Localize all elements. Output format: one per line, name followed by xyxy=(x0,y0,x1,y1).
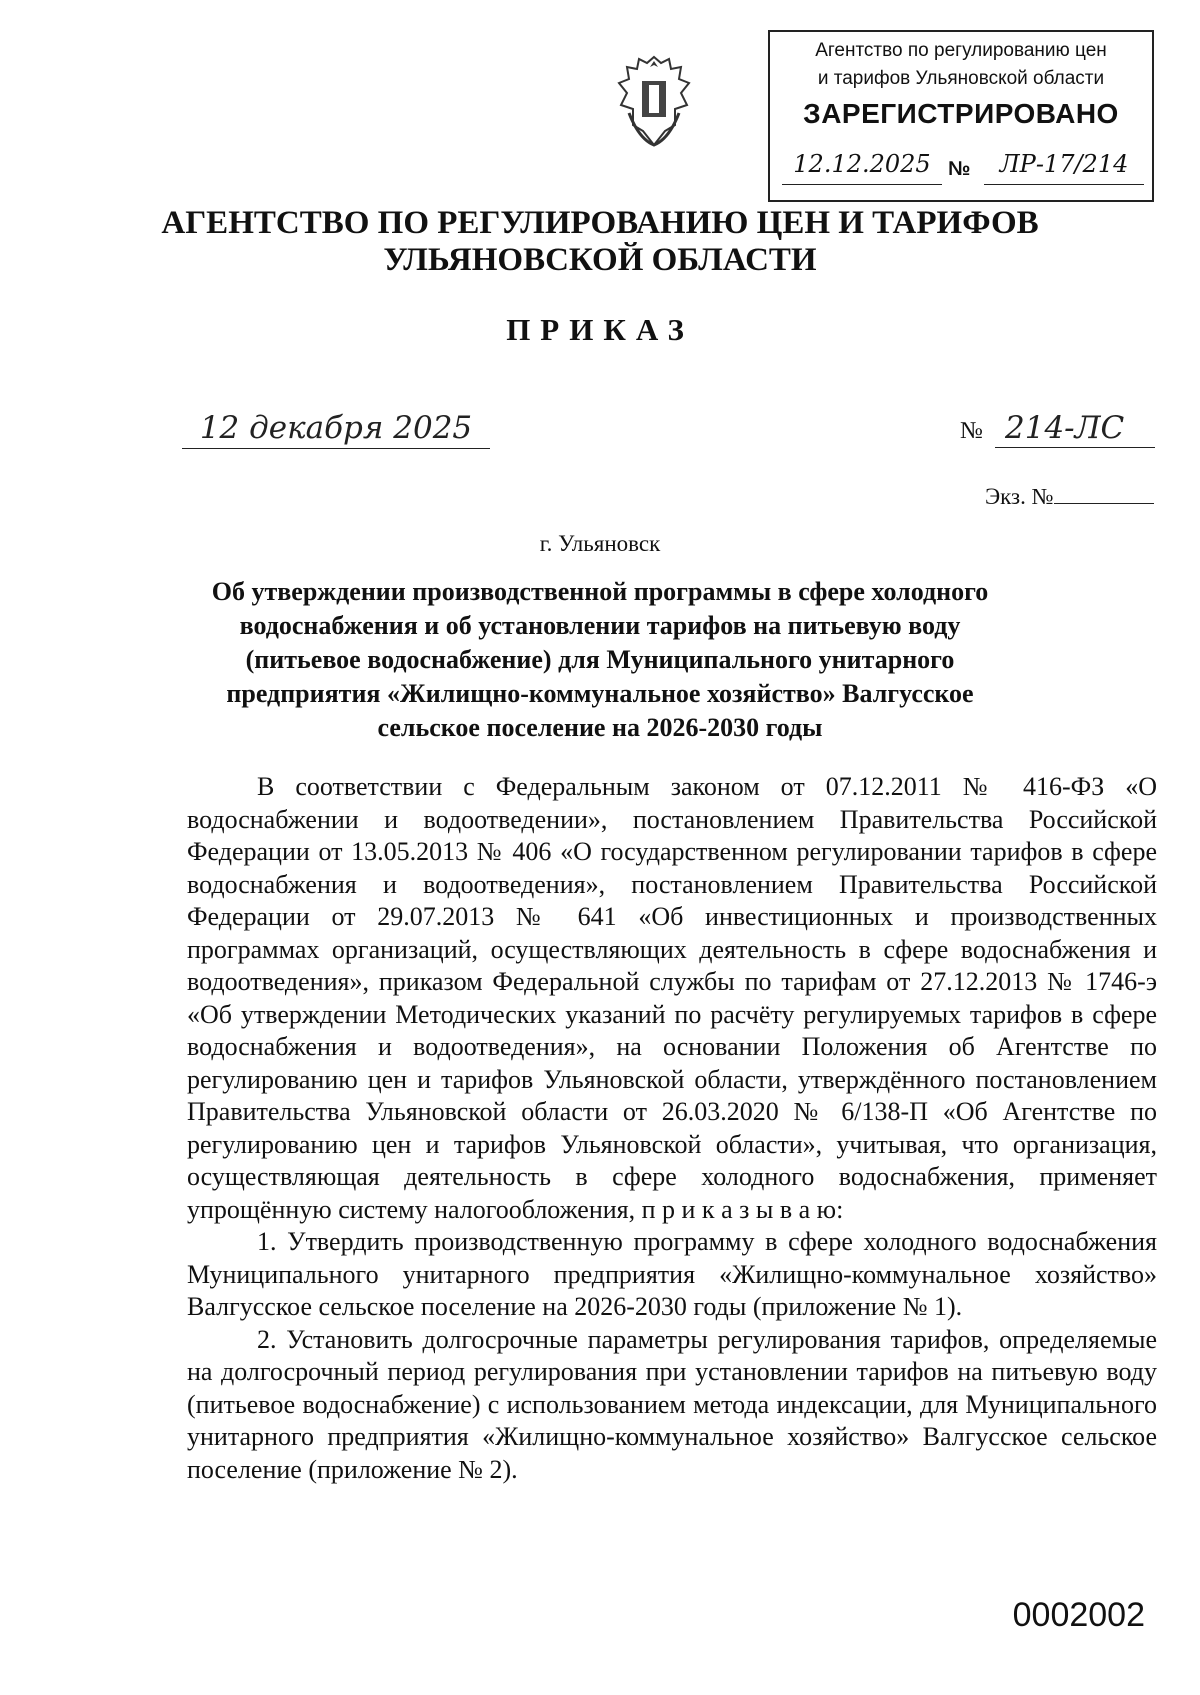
copy-number xyxy=(985,483,1154,510)
order-number-label: № xyxy=(960,418,983,444)
stamp-registration-number: ЛР-17/214 xyxy=(984,150,1144,185)
order-date: 12 декабря 2025 xyxy=(182,410,490,449)
agency-title-line-2: УЛЬЯНОВСКОЙ ОБЛАСТИ xyxy=(383,242,817,278)
stamp-line-2: и тарифов Ульяновской области xyxy=(817,68,1105,89)
stamp-status: ЗАРЕГИСТРИРОВАНО xyxy=(803,98,1119,129)
city: г. Ульяновск xyxy=(539,531,661,556)
document-type: ПРИКАЗ xyxy=(506,312,694,347)
paragraph-preamble: В соответствии с Федеральным законом от 07.12.2011 № 416-ФЗ «О водоснабжении и водоотведении», постановлением Правительства Российской Федерации от 13.05.2013 № 406 «О государственном регулировании тарифов в сфере водоснабжения и водоотведения», постановлением Правительства Российской Федерации от 29.07.2013 № 641 «Об инвестиционных и производственных программах организаций, осуществляющих деятельность в сфере водоснабжения и водоотведения», приказом Федеральной службы по тарифам от 27.12.2013 № 1746-э «Об утверждении Методических указаний по расчёту регулируемых тарифов в сфере водоснабжения и водоотведения», на основании Положения об Агентстве по регулированию цен и тарифов Ульяновской области, утверждённого постановлением Правительства Ульяновской области от 26.03.2020 № 6/138-П «Об Агентстве по регулированию цен и тарифов Ульяновской области», учитывая, что организация, осуществляющая деятельность в сфере холодного водоснабжения, применяет упрощённую систему налогообложения, п р и к а з ы в а ю: xyxy=(187,772,1157,1224)
stamp-registration-date: 12.12.2025 xyxy=(782,150,942,185)
stamp-line-1: Агентство по регулированию цен xyxy=(815,40,1107,61)
registration-stamp xyxy=(768,30,1154,202)
coat-of-arms-icon xyxy=(609,53,699,153)
paragraph-item-2: 2. Установить долгосрочные параметры регулирования тарифов, определяемые на долгосрочный период регулирования при установлении тарифов на питьевую воду (питьевое водоснабжение) с использованием метода индексации, для Муниципального унитарного предприятия «Жилищно-коммунальное хозяйство» Валгусское сельское поселение (приложение № 2). xyxy=(187,1324,1157,1484)
paragraph-item-1: 1. Утвердить производственную программу в сфере холодного водоснабжения Муниципального унитарного предприятия «Жилищно-коммунальное хозяйство» Валгусское сельское поселение на 2026-2030 годы (приложение № 1). xyxy=(187,1227,1157,1321)
stamp-number-label: № xyxy=(948,158,971,180)
agency-title-line-1: АГЕНТСТВО ПО РЕГУЛИРОВАНИЮ ЦЕН И ТАРИФОВ xyxy=(161,205,1039,241)
document-body xyxy=(187,771,1157,1486)
order-number: 214-ЛС xyxy=(995,410,1155,448)
copy-number-label: Экз. № xyxy=(985,484,1054,509)
document-title: Об утверждении производственной программы в сфере холодного водоснабжения и об установлении тарифов на питьевую воду (питьевое водоснабжение) для Муниципального унитарного предприятия «Жилищно-коммунальное хозяйство» Валгусское сельское поселение на 2026-2030 годы xyxy=(211,577,989,742)
copy-number-blank xyxy=(1054,483,1154,504)
page-code: 0002002 xyxy=(1012,1596,1145,1634)
